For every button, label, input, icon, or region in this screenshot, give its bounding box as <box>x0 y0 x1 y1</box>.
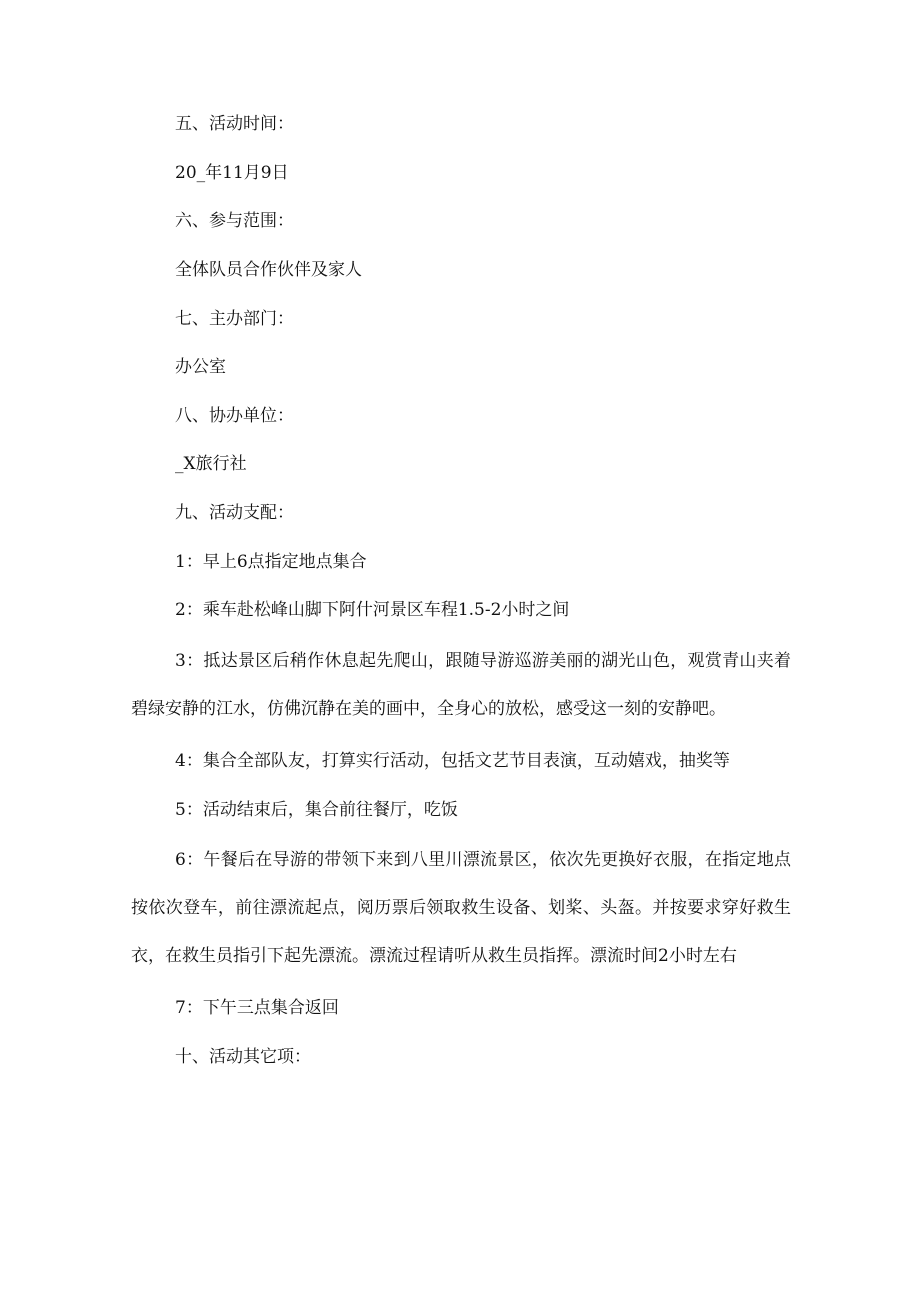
section-heading-co-organizer: 八、协办单位： <box>175 405 294 426</box>
section-heading-organizer: 七、主办部门： <box>175 308 294 329</box>
paragraph-date: 20_年11月9日 <box>175 162 289 183</box>
schedule-item-1: 1：早上6点指定地点集合 <box>175 551 367 572</box>
schedule-item-2: 2：乘车赴松峰山脚下阿什河景区车程1.5-2小时之间 <box>175 600 570 621</box>
schedule-item-7: 7：下午三点集合返回 <box>175 998 339 1019</box>
schedule-item-3: 3：抵达景区后稍作休息起先爬山，跟随导游巡游美丽的湖光山色，观赏青山夹着碧绿安静的江水，仿佛沉静在美的画中，全身心的放松，感受这一刻的安静吧。 <box>131 651 791 720</box>
section-heading-scope: 六、参与范围： <box>175 211 294 232</box>
schedule-item-5: 5：活动结束后，集合前往餐厅，吃饭 <box>175 799 458 820</box>
paragraph-participants: 全体队员合作伙伴及家人 <box>175 259 362 280</box>
schedule-item-4: 4：集合全部队友，打算实行活动，包括文艺节目表演，互动嬉戏，抽奖等 <box>175 751 730 772</box>
schedule-item-6: 6：午餐后在导游的带领下来到八里川漂流景区，依次先更换好衣服，在指定地点按依次登车，前往漂流起点，阅历票后领取救生设备、划桨、头盔。并按要求穿好救生衣，在救生员指引下起先漂流。漂流过程请听从救生员指挥。漂流时间2小时左右 <box>131 850 791 967</box>
section-heading-schedule: 九、活动支配： <box>175 503 294 524</box>
paragraph-organizer: 办公室 <box>175 357 226 378</box>
section-heading-time: 五、活动时间： <box>175 114 294 134</box>
document-body <box>131 112 791 1094</box>
paragraph-co-organizer: _X旅行社 <box>175 454 247 475</box>
section-heading-other: 十、活动其它项： <box>175 1046 311 1067</box>
